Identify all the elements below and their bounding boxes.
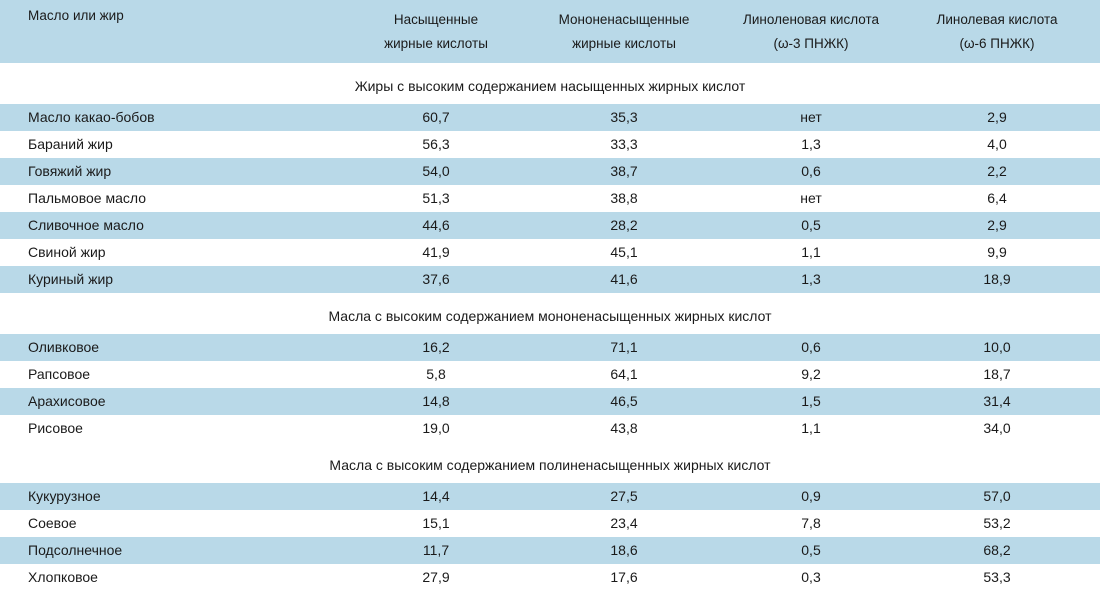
cell-value: 1,5 bbox=[801, 393, 821, 409]
row-name: Кукурузное bbox=[28, 488, 101, 504]
cell-value: 0,6 bbox=[801, 163, 821, 179]
cell-value: нет bbox=[800, 109, 822, 125]
table-row bbox=[0, 104, 1100, 131]
cell-value: 71,1 bbox=[610, 339, 638, 355]
cell-value: 9,9 bbox=[987, 244, 1007, 260]
table-row bbox=[0, 158, 1100, 185]
table-row bbox=[0, 212, 1100, 239]
cell-value: 51,3 bbox=[422, 190, 450, 206]
table-row bbox=[0, 564, 1100, 591]
cell-value: 28,2 bbox=[610, 217, 638, 233]
section-title: Масла с высоким содержанием полиненасыщенных жирных кислот bbox=[0, 442, 1100, 483]
cell-value: 44,6 bbox=[422, 217, 450, 233]
cell-value: 18,6 bbox=[610, 542, 638, 558]
table-row bbox=[0, 266, 1100, 293]
cell-value: 9,2 bbox=[801, 366, 821, 382]
cell-value: 41,6 bbox=[610, 271, 638, 287]
cell-value: 38,8 bbox=[610, 190, 638, 206]
row-name: Подсолнечное bbox=[28, 542, 123, 558]
row-name: Рисовое bbox=[28, 420, 83, 436]
header-linoleic bbox=[922, 0, 1072, 63]
header-label-line2: (ω-3 ПНЖК) bbox=[773, 35, 849, 51]
cell-value: 1,3 bbox=[801, 271, 821, 287]
cell-value: 17,6 bbox=[610, 569, 638, 585]
cell-value: 53,3 bbox=[983, 569, 1011, 585]
cell-value: 2,9 bbox=[987, 109, 1007, 125]
table-row bbox=[0, 334, 1100, 361]
cell-value: 56,3 bbox=[422, 136, 450, 152]
section-title: Масла с высоким содержанием мононенасыщенных жирных кислот bbox=[0, 293, 1100, 334]
table-row bbox=[0, 510, 1100, 537]
cell-value: 43,8 bbox=[610, 420, 638, 436]
header-label-line2: жирные кислоты bbox=[384, 35, 488, 51]
cell-value: 10,0 bbox=[983, 339, 1011, 355]
row-name: Пальмовое масло bbox=[28, 190, 146, 206]
table-header bbox=[0, 0, 1100, 63]
cell-value: 11,7 bbox=[422, 542, 450, 558]
cell-value: 37,6 bbox=[422, 271, 450, 287]
cell-value: 2,2 bbox=[987, 163, 1007, 179]
cell-value: 7,8 bbox=[801, 515, 821, 531]
header-oil-or-fat bbox=[28, 4, 124, 28]
cell-value: нет bbox=[800, 190, 822, 206]
header-label-line2: (ω-6 ПНЖК) bbox=[959, 35, 1035, 51]
cell-value: 19,0 bbox=[422, 420, 450, 436]
row-name: Сливочное масло bbox=[28, 217, 144, 233]
cell-value: 0,5 bbox=[801, 542, 821, 558]
cell-value: 31,4 bbox=[983, 393, 1011, 409]
cell-value: 68,2 bbox=[983, 542, 1011, 558]
cell-value: 18,9 bbox=[983, 271, 1011, 287]
cell-value: 18,7 bbox=[983, 366, 1011, 382]
cell-value: 1,3 bbox=[801, 136, 821, 152]
table-row bbox=[0, 239, 1100, 266]
table-row bbox=[0, 483, 1100, 510]
cell-value: 4,0 bbox=[987, 136, 1007, 152]
cell-value: 6,4 bbox=[987, 190, 1007, 206]
table-row bbox=[0, 388, 1100, 415]
table-body bbox=[0, 63, 1100, 591]
cell-value: 5,8 bbox=[426, 366, 446, 382]
cell-value: 23,4 bbox=[610, 515, 638, 531]
header-label: Масло или жир bbox=[28, 8, 124, 23]
row-name: Говяжий жир bbox=[28, 163, 112, 179]
cell-value: 0,9 bbox=[801, 488, 821, 504]
cell-value: 1,1 bbox=[801, 244, 821, 260]
cell-value: 60,7 bbox=[422, 109, 450, 125]
table-row bbox=[0, 131, 1100, 158]
header-saturated bbox=[376, 0, 496, 63]
cell-value: 45,1 bbox=[610, 244, 638, 260]
cell-value: 27,5 bbox=[610, 488, 638, 504]
cell-value: 53,2 bbox=[983, 515, 1011, 531]
cell-value: 46,5 bbox=[610, 393, 638, 409]
section-title: Жиры с высоким содержанием насыщенных жирных кислот bbox=[0, 63, 1100, 104]
row-name: Соевое bbox=[28, 515, 77, 531]
cell-value: 1,1 bbox=[801, 420, 821, 436]
header-label-line1: Линолевая кислота bbox=[936, 11, 1058, 27]
row-name: Рапсовое bbox=[28, 366, 91, 382]
cell-value: 64,1 bbox=[610, 366, 638, 382]
header-label-line1: Линоленовая кислота bbox=[743, 11, 879, 27]
row-name: Хлопковое bbox=[28, 569, 98, 585]
row-name: Оливковое bbox=[28, 339, 100, 355]
header-label-line2: жирные кислоты bbox=[572, 35, 676, 51]
cell-value: 2,9 bbox=[987, 217, 1007, 233]
cell-value: 0,6 bbox=[801, 339, 821, 355]
row-name: Бараний жир bbox=[28, 136, 113, 152]
cell-value: 16,2 bbox=[422, 339, 450, 355]
cell-value: 0,5 bbox=[801, 217, 821, 233]
table-row bbox=[0, 415, 1100, 442]
cell-value: 57,0 bbox=[983, 488, 1011, 504]
header-label-line1: Мононенасыщенные bbox=[558, 11, 690, 27]
header-monounsaturated bbox=[554, 0, 694, 63]
row-name: Свиной жир bbox=[28, 244, 106, 260]
cell-value: 14,4 bbox=[422, 488, 450, 504]
row-name: Куриный жир bbox=[28, 271, 114, 287]
cell-value: 33,3 bbox=[610, 136, 638, 152]
cell-value: 41,9 bbox=[422, 244, 450, 260]
cell-value: 0,3 bbox=[801, 569, 821, 585]
table-row bbox=[0, 361, 1100, 388]
row-name: Масло какао-бобов bbox=[28, 109, 155, 125]
cell-value: 15,1 bbox=[422, 515, 450, 531]
cell-value: 35,3 bbox=[610, 109, 638, 125]
cell-value: 34,0 bbox=[983, 420, 1011, 436]
cell-value: 38,7 bbox=[610, 163, 638, 179]
header-linolenic bbox=[736, 0, 886, 63]
cell-value: 14,8 bbox=[422, 393, 450, 409]
cell-value: 54,0 bbox=[422, 163, 450, 179]
header-label-line1: Насыщенные bbox=[393, 11, 479, 27]
row-name: Арахисовое bbox=[28, 393, 106, 409]
table-row bbox=[0, 185, 1100, 212]
cell-value: 27,9 bbox=[422, 569, 450, 585]
